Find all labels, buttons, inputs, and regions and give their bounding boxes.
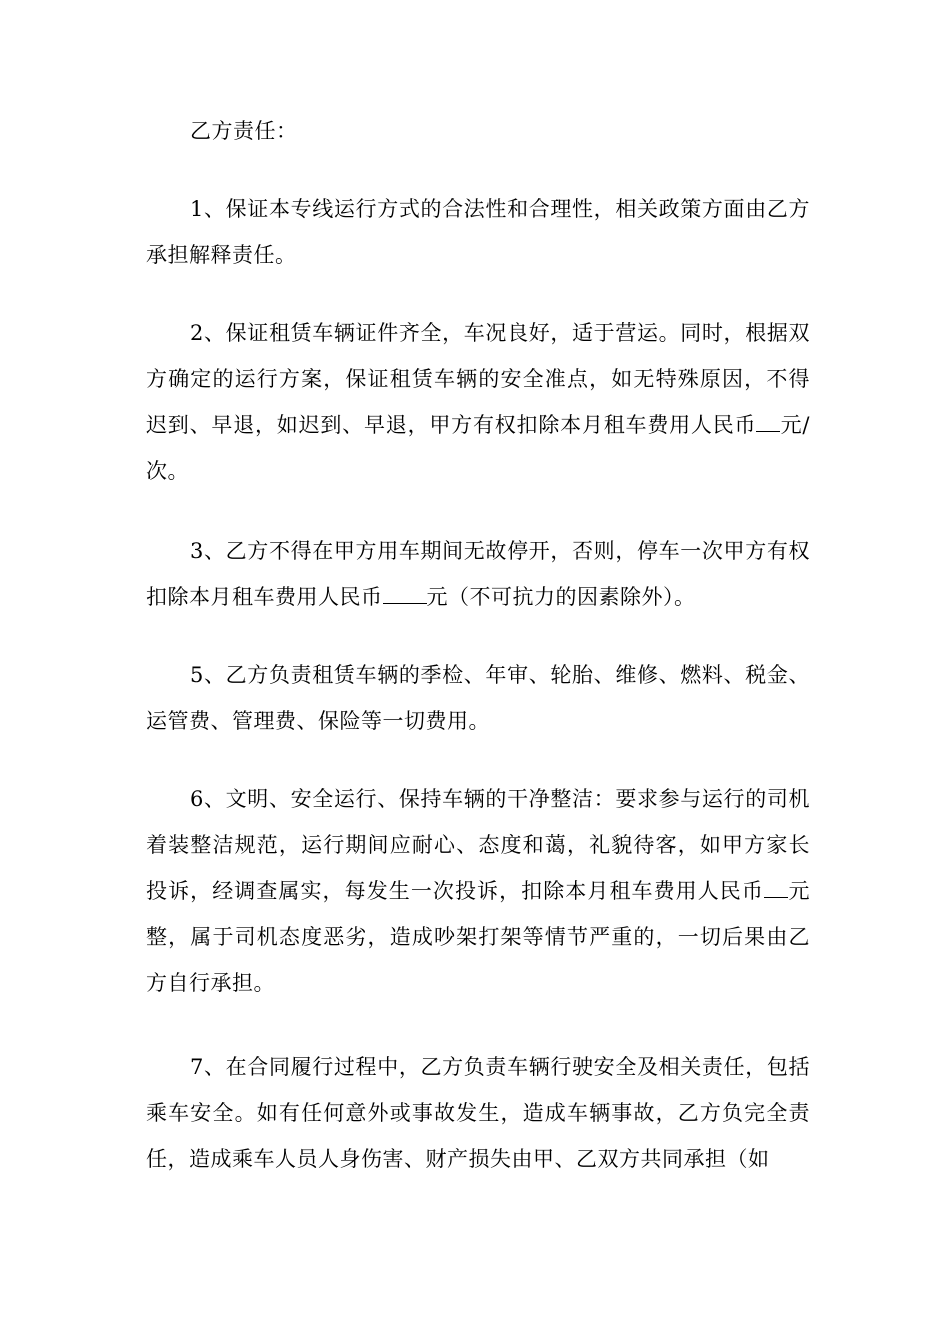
clause-1-block <box>146 186 810 278</box>
clause-7: 7、在合同履行过程中，乙方负责车辆行驶安全及相关责任，包括乘车安全。如有任何意外或事故发生，造成车辆事故，乙方负完全责任，造成乘车人员人身伤害、财产损失由甲、乙双方共同承担（如 <box>146 1055 810 1171</box>
clause-7-block <box>146 1044 810 1182</box>
clause-2-block <box>146 310 810 494</box>
clause-2 <box>146 310 810 494</box>
clause-3-text: 3、乙方不得在甲方用车期间无故停开，否则，停车一次甲方有权扣除本月租车费用人民币 <box>146 539 810 609</box>
clause-6-block <box>146 776 810 1006</box>
clause-5-block <box>146 652 810 744</box>
clause-6 <box>146 776 810 1006</box>
heading-block <box>146 108 810 154</box>
clause-1: 1、保证本专线运行方式的合法性和合理性，相关政策方面由乙方承担解释责任。 <box>146 197 810 267</box>
clause-3 <box>146 528 810 620</box>
amount-blank <box>764 875 788 898</box>
clause-6-text: 6、文明、安全运行、保持车辆的干净整洁：要求参与运行的司机着装整洁规范，运行期间应耐心、态度和蔼，礼貌待客，如甲方家长投诉，经调查属实，每发生一次投诉，扣除本月租车费用人民币 <box>146 787 810 903</box>
amount-blank <box>383 581 427 604</box>
section-heading: 乙方责任： <box>190 119 298 143</box>
clause-2-text: 2、保证租赁车辆证件齐全，车况良好，适于营运。同时，根据双方确定的运行方案，保证租赁车辆的安全准点，如无特殊原因，不得迟到、早退，如迟到、早退，甲方有权扣除本月租车费用人民币 <box>146 321 810 437</box>
clause-3-block <box>146 528 810 620</box>
clause-5: 5、乙方负责租赁车辆的季检、年审、轮胎、维修、燃料、税金、运管费、管理费、保险等一切费用。 <box>146 663 810 733</box>
clause-3-tail: 元（不可抗力的因素除外）。 <box>426 585 696 609</box>
clause-6-tail: 元整，属于司机态度恶劣，造成吵架打架等情节严重的，一切后果由乙方自行承担。 <box>146 879 811 995</box>
clause-2-tail: 元/次。 <box>146 413 810 483</box>
amount-blank <box>756 409 780 432</box>
